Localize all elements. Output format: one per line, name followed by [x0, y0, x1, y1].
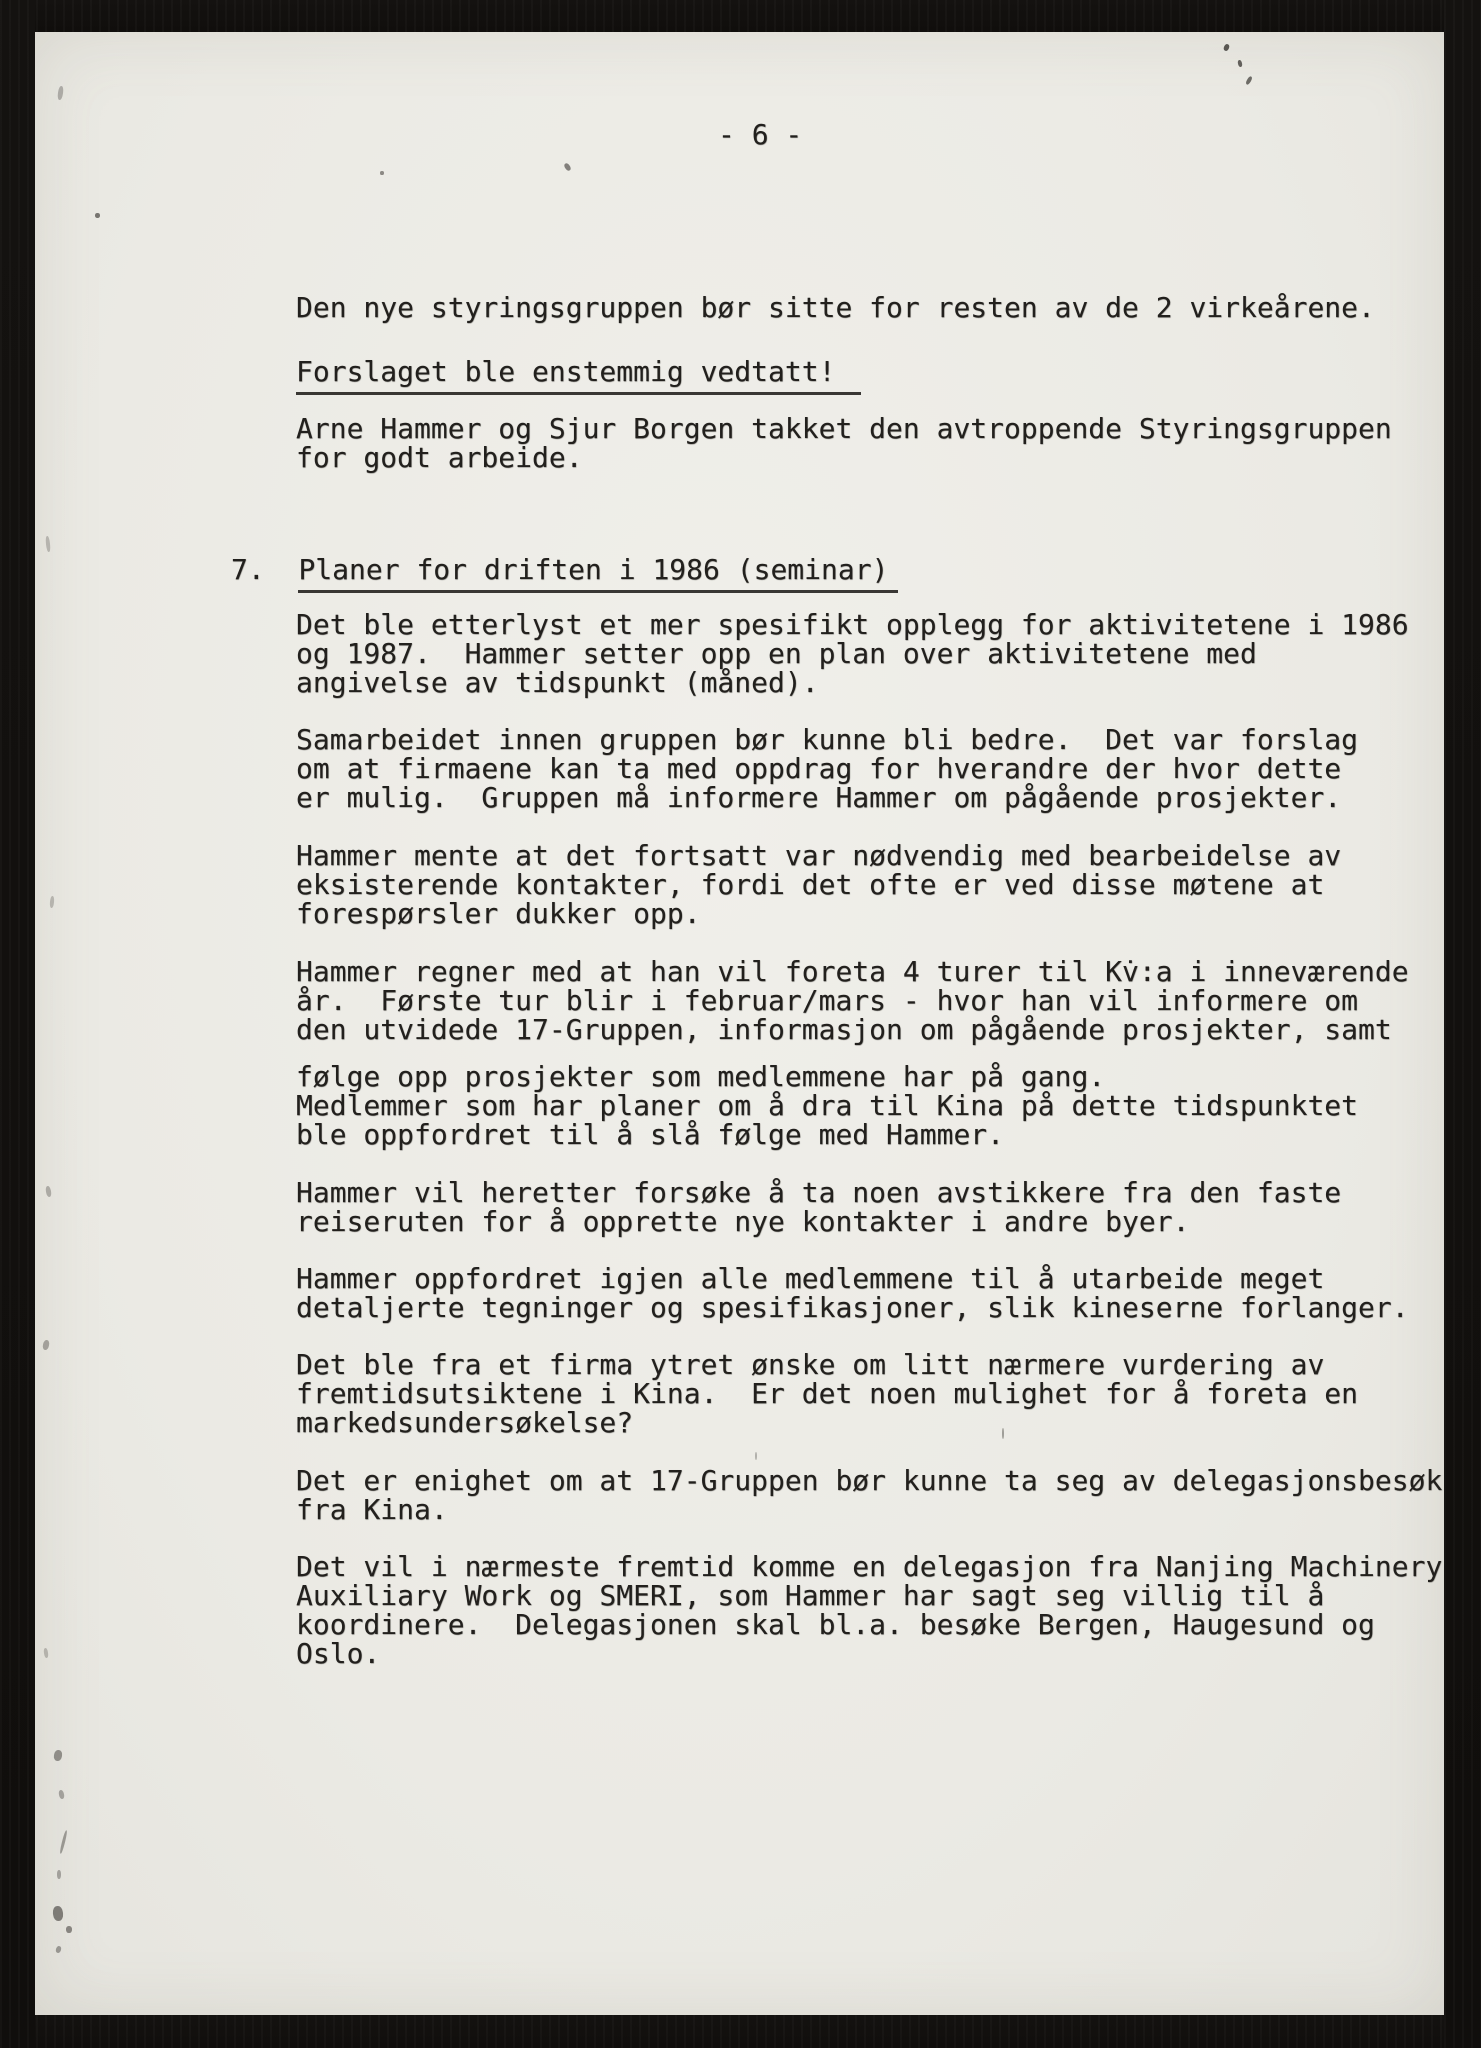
ink-speck: [66, 1926, 72, 1933]
paragraph: [296, 1062, 1358, 1149]
text-line: om at firmaene kan ta med oppdrag for hverandre der hvor dette: [296, 752, 1342, 785]
paragraph: [296, 357, 861, 386]
paragraph: [296, 1264, 1409, 1322]
paragraph: [296, 841, 1341, 928]
text-line: Medlemmer som har planer om å dra til Kina på dette tidspunktet: [296, 1089, 1359, 1122]
text-line: Hammer mente at det fortsatt var nødvendig med bearbeidelse av: [296, 839, 1342, 872]
text-line: Det ble fra et firma ytret ønske om litt nærmere vurdering av: [296, 1348, 1325, 1381]
text-line: Samarbeidet innen gruppen bør kunne bli bedre. Det var forslag: [296, 723, 1359, 756]
text-line: følge opp prosjekter som medlemmene har på gang.: [296, 1060, 1106, 1093]
section-number: 7.: [231, 553, 265, 586]
ink-speck: [755, 1452, 757, 1460]
text-line: Det vil i nærmeste fremtid komme en delegasjon fra Nanjing Machinery: [296, 1550, 1443, 1583]
text-line: angivelse av tidspunkt (måned).: [296, 666, 819, 699]
ink-speck: [1002, 1428, 1004, 1439]
paragraph: [296, 414, 1392, 472]
paper: [35, 32, 1444, 2016]
paragraph: [296, 1552, 1442, 1668]
text-line: Hammer oppfordret igjen alle medlemmene til å utarbeide meget: [296, 1262, 1325, 1295]
page-number: - 6 -: [718, 118, 803, 151]
paragraph: [296, 293, 1375, 322]
scan-border-bottom: [0, 2015, 1481, 2048]
text-line: ble oppfordret til å slå følge med Hammer.: [296, 1118, 1005, 1151]
ink-speck: [95, 213, 100, 218]
text-line: år. Første tur blir i februar/mars - hvor han vil informere om: [296, 984, 1359, 1017]
text-line: koordinere. Delegasjonen skal bl.a. besøke Bergen, Haugesund og: [296, 1608, 1375, 1641]
text-line: eksisterende kontakter, fordi det ofte er ved disse møtene at: [296, 868, 1325, 901]
text-line: er mulig. Gruppen må informere Hammer om pågående prosjekter.: [296, 781, 1342, 814]
text-line: detaljerte tegninger og spesifikasjoner, slik kineserne forlanger.: [296, 1291, 1409, 1324]
paragraph: [296, 1466, 1442, 1524]
text-line: markedsundersøkelse?: [296, 1406, 634, 1439]
scan-border-left: [0, 0, 35, 2048]
text-line: [296, 357, 861, 386]
text-line: Auxiliary Work og SMERI, som Hammer har sagt seg villig til å: [296, 1579, 1325, 1612]
scan-border-right: [1444, 0, 1481, 2048]
text-line: Arne Hammer og Sjur Borgen takket den avtroppende Styringsgruppen: [296, 412, 1392, 445]
text-line: Oslo.: [296, 1637, 381, 1670]
section-title: Planer for driften i 1986 (seminar): [298, 553, 898, 593]
text-line: Hammer regner med at han vil foreta 4 turer til Kv̇:a i inneværende: [296, 955, 1409, 988]
paragraph: [296, 957, 1409, 1044]
paragraph: [296, 610, 1409, 697]
ink-speck: [57, 1870, 61, 1879]
paragraph: [296, 725, 1358, 812]
scan-border-top: [0, 0, 1481, 32]
underlined-text: Forslaget ble enstemmig vedtatt!: [296, 355, 861, 395]
text-line: reiseruten for å opprette nye kontakter i andre byer.: [296, 1205, 1190, 1238]
text-line: Hammer vil heretter forsøke å ta noen avstikkere fra den faste: [296, 1176, 1342, 1209]
text-line: Det ble etterlyst et mer spesifikt opplegg for aktivitetene i 1986: [296, 608, 1409, 641]
text-line: fra Kina.: [296, 1493, 448, 1526]
text-line: Det er enighet om at 17-Gruppen bør kunne ta seg av delegasjonsbesøk: [296, 1464, 1443, 1497]
section-heading: [231, 555, 898, 584]
text-line: fremtidsutsiktene i Kina. Er det noen mulighet for å foreta en: [296, 1377, 1359, 1410]
ink-speck: [380, 171, 384, 175]
text-line: for godt arbeide.: [296, 441, 583, 474]
paragraph: [296, 1350, 1358, 1437]
heading-line: [231, 555, 898, 584]
text-line: og 1987. Hammer setter opp en plan over aktivitetene med: [296, 637, 1257, 670]
text-line: Den nye styringsgruppen bør sitte for resten av de 2 virkeårene.: [296, 291, 1375, 324]
paragraph: [296, 1178, 1341, 1236]
text-line: forespørsler dukker opp.: [296, 897, 701, 930]
text-line: den utvidede 17-Gruppen, informasjon om pågående prosjekter, samt: [296, 1013, 1392, 1046]
